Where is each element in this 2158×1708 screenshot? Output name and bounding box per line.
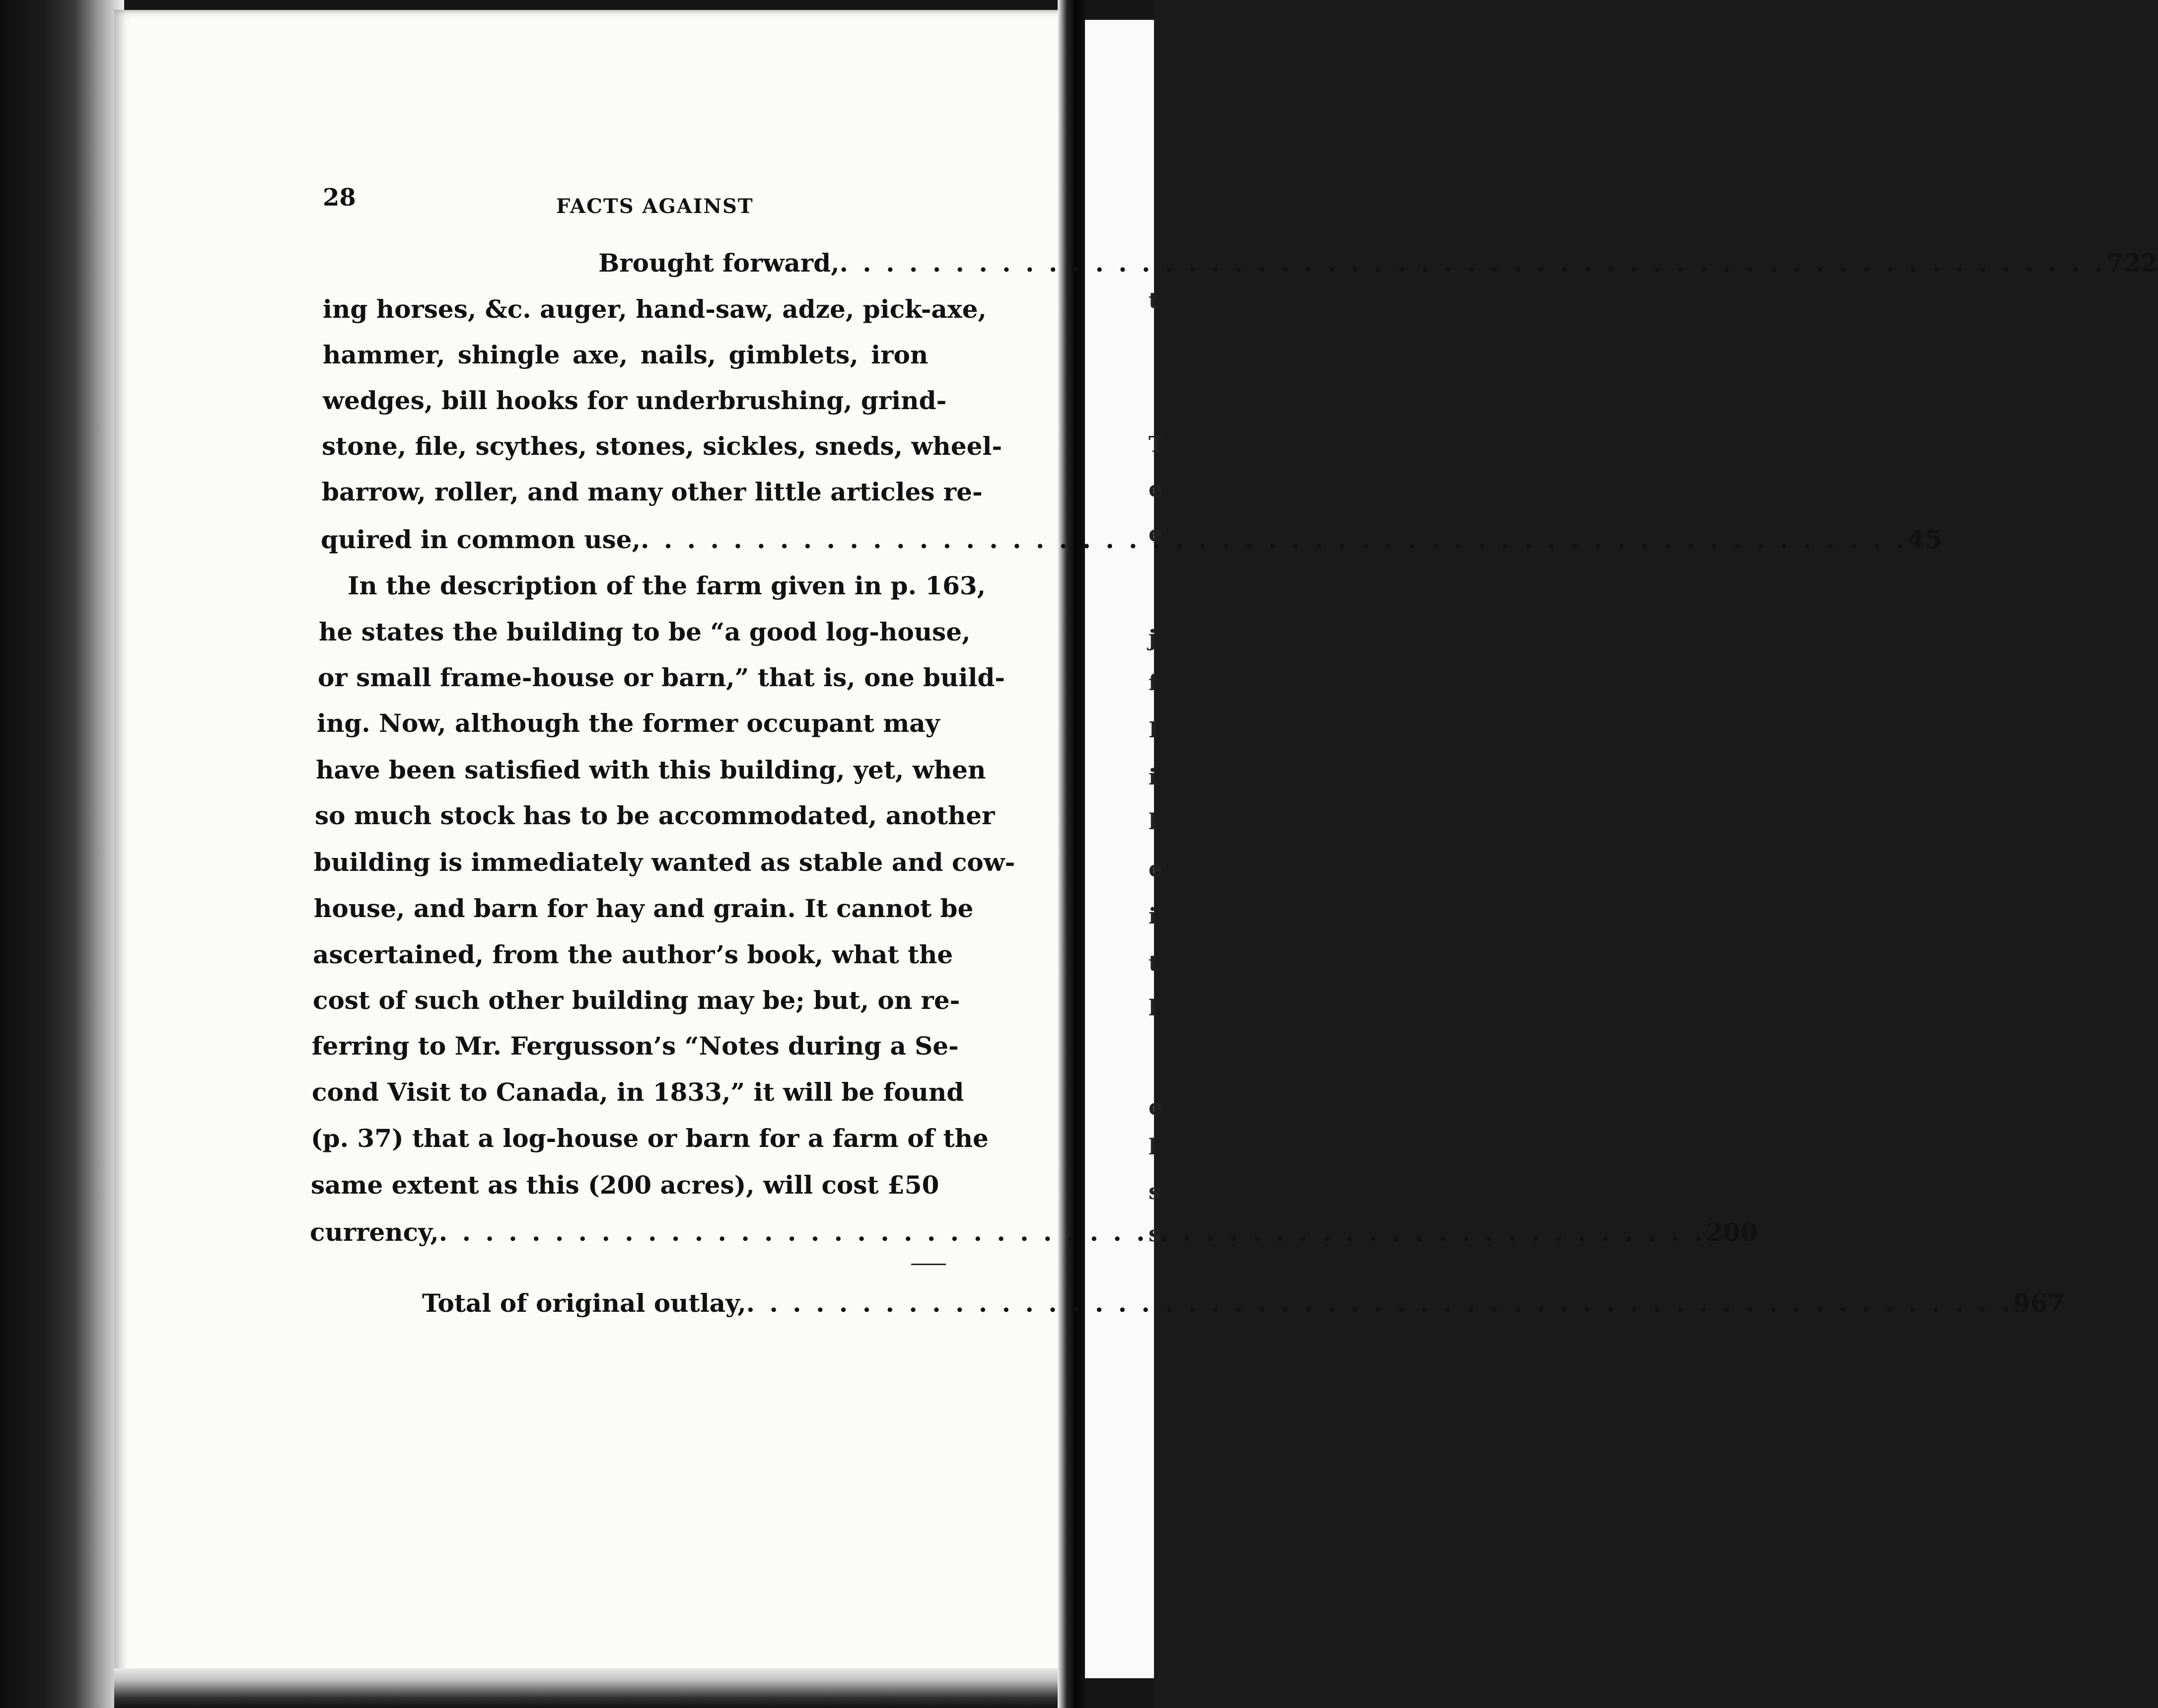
- paragraph-line: (p. 37) that a log-house or barn for a farm of the: [311, 1124, 989, 1153]
- dot-leader: [641, 527, 1907, 552]
- item-last-amount: 45: [1907, 525, 1942, 554]
- page-number: 28: [323, 184, 356, 212]
- item-line: hammer, shingle axe, nails, gimblets, iron: [323, 340, 929, 369]
- total-row: [422, 1288, 2065, 1318]
- item-line: stone, file, scythes, stones, sickles, sneds, wheel-: [322, 431, 1003, 461]
- total-label: Total of original outlay,: [422, 1288, 746, 1318]
- facing-page-char: i: [1149, 904, 1157, 929]
- paragraph-line: or small frame-house or barn,” that is, one build-: [318, 663, 1006, 692]
- dot-leader: [839, 251, 2106, 276]
- facing-page-char: I: [1149, 717, 1159, 743]
- total-amount: 967: [2013, 1288, 2065, 1318]
- paragraph-line: so much stock has to be accommodated, another: [315, 801, 995, 830]
- page-header: [323, 184, 973, 218]
- dot-leader: [439, 1220, 1706, 1245]
- paragraph-line: same extent as this (200 acres), will cost £50: [311, 1170, 939, 1200]
- facing-page-char: l: [1149, 996, 1157, 1021]
- paragraph-line: ascertained, from the author’s book, what the: [313, 940, 953, 969]
- item-total-row: [321, 525, 1942, 554]
- paragraph-line: he states the building to be “a good log-house,: [319, 617, 971, 646]
- facing-page-char: e: [1149, 477, 1162, 502]
- facing-page-char: l: [1149, 809, 1157, 835]
- paragraph-total-row: [310, 1217, 1758, 1247]
- facing-page-char: t: [1149, 951, 1159, 976]
- brought-forward-amount: 722: [2106, 248, 2158, 278]
- paragraph-line: cond Visit to Canada, in 1833,” it will be found: [312, 1077, 964, 1107]
- page-bottom-edge: [114, 1668, 1070, 1708]
- paragraph-last-label: currency,: [310, 1217, 439, 1247]
- book-binding-edge: [0, 0, 124, 1708]
- running-head: FACTS AGAINST: [556, 195, 754, 218]
- paragraph-last-amount: 200: [1706, 1217, 1758, 1247]
- brought-forward-label: Brought forward,: [598, 248, 840, 278]
- item-line: barrow, roller, and many other little articles re-: [322, 477, 983, 506]
- facing-page-char: e: [1149, 1095, 1162, 1120]
- paragraph-line: cost of such other building may be; but, on re-: [313, 986, 960, 1015]
- dot-leader: [746, 1291, 2013, 1316]
- facing-page-char: e: [1149, 856, 1162, 882]
- facing-page-char: s: [1149, 1221, 1161, 1247]
- paragraph-line: ferring to Mr. Fergusson’s “Notes during a Se-: [312, 1031, 959, 1061]
- paragraph-line: In the description of the farm given in p. 163,: [348, 571, 986, 600]
- facing-page-char: i: [1149, 765, 1157, 790]
- paragraph-line: have been satisfied with this building, yet, when: [316, 755, 986, 784]
- facing-page-char: s: [1149, 1179, 1161, 1205]
- item-line: ing horses, &c. auger, hand-saw, adze, pick-axe,: [323, 294, 987, 324]
- facing-page-char: f: [1149, 670, 1158, 696]
- item-last-label: quired in common use,: [321, 525, 641, 554]
- facing-page-char: j: [1149, 626, 1156, 651]
- item-line: wedges, bill hooks for underbrushing, grind-: [323, 386, 947, 415]
- facing-page-char: e: [1149, 521, 1162, 547]
- facing-page-char: T: [1149, 432, 1165, 457]
- facing-page-char: t: [1149, 288, 1159, 313]
- paragraph-line: house, and barn for hay and grain. It cannot be: [314, 894, 974, 923]
- paragraph-line: building is immediately wanted as stable and cow-: [314, 848, 1015, 877]
- paragraph-line: ing. Now, although the former occupant may: [317, 709, 940, 738]
- facing-page-char: l: [1149, 1135, 1157, 1160]
- sum-rule: [911, 1264, 946, 1265]
- brought-forward-row: [598, 248, 2158, 278]
